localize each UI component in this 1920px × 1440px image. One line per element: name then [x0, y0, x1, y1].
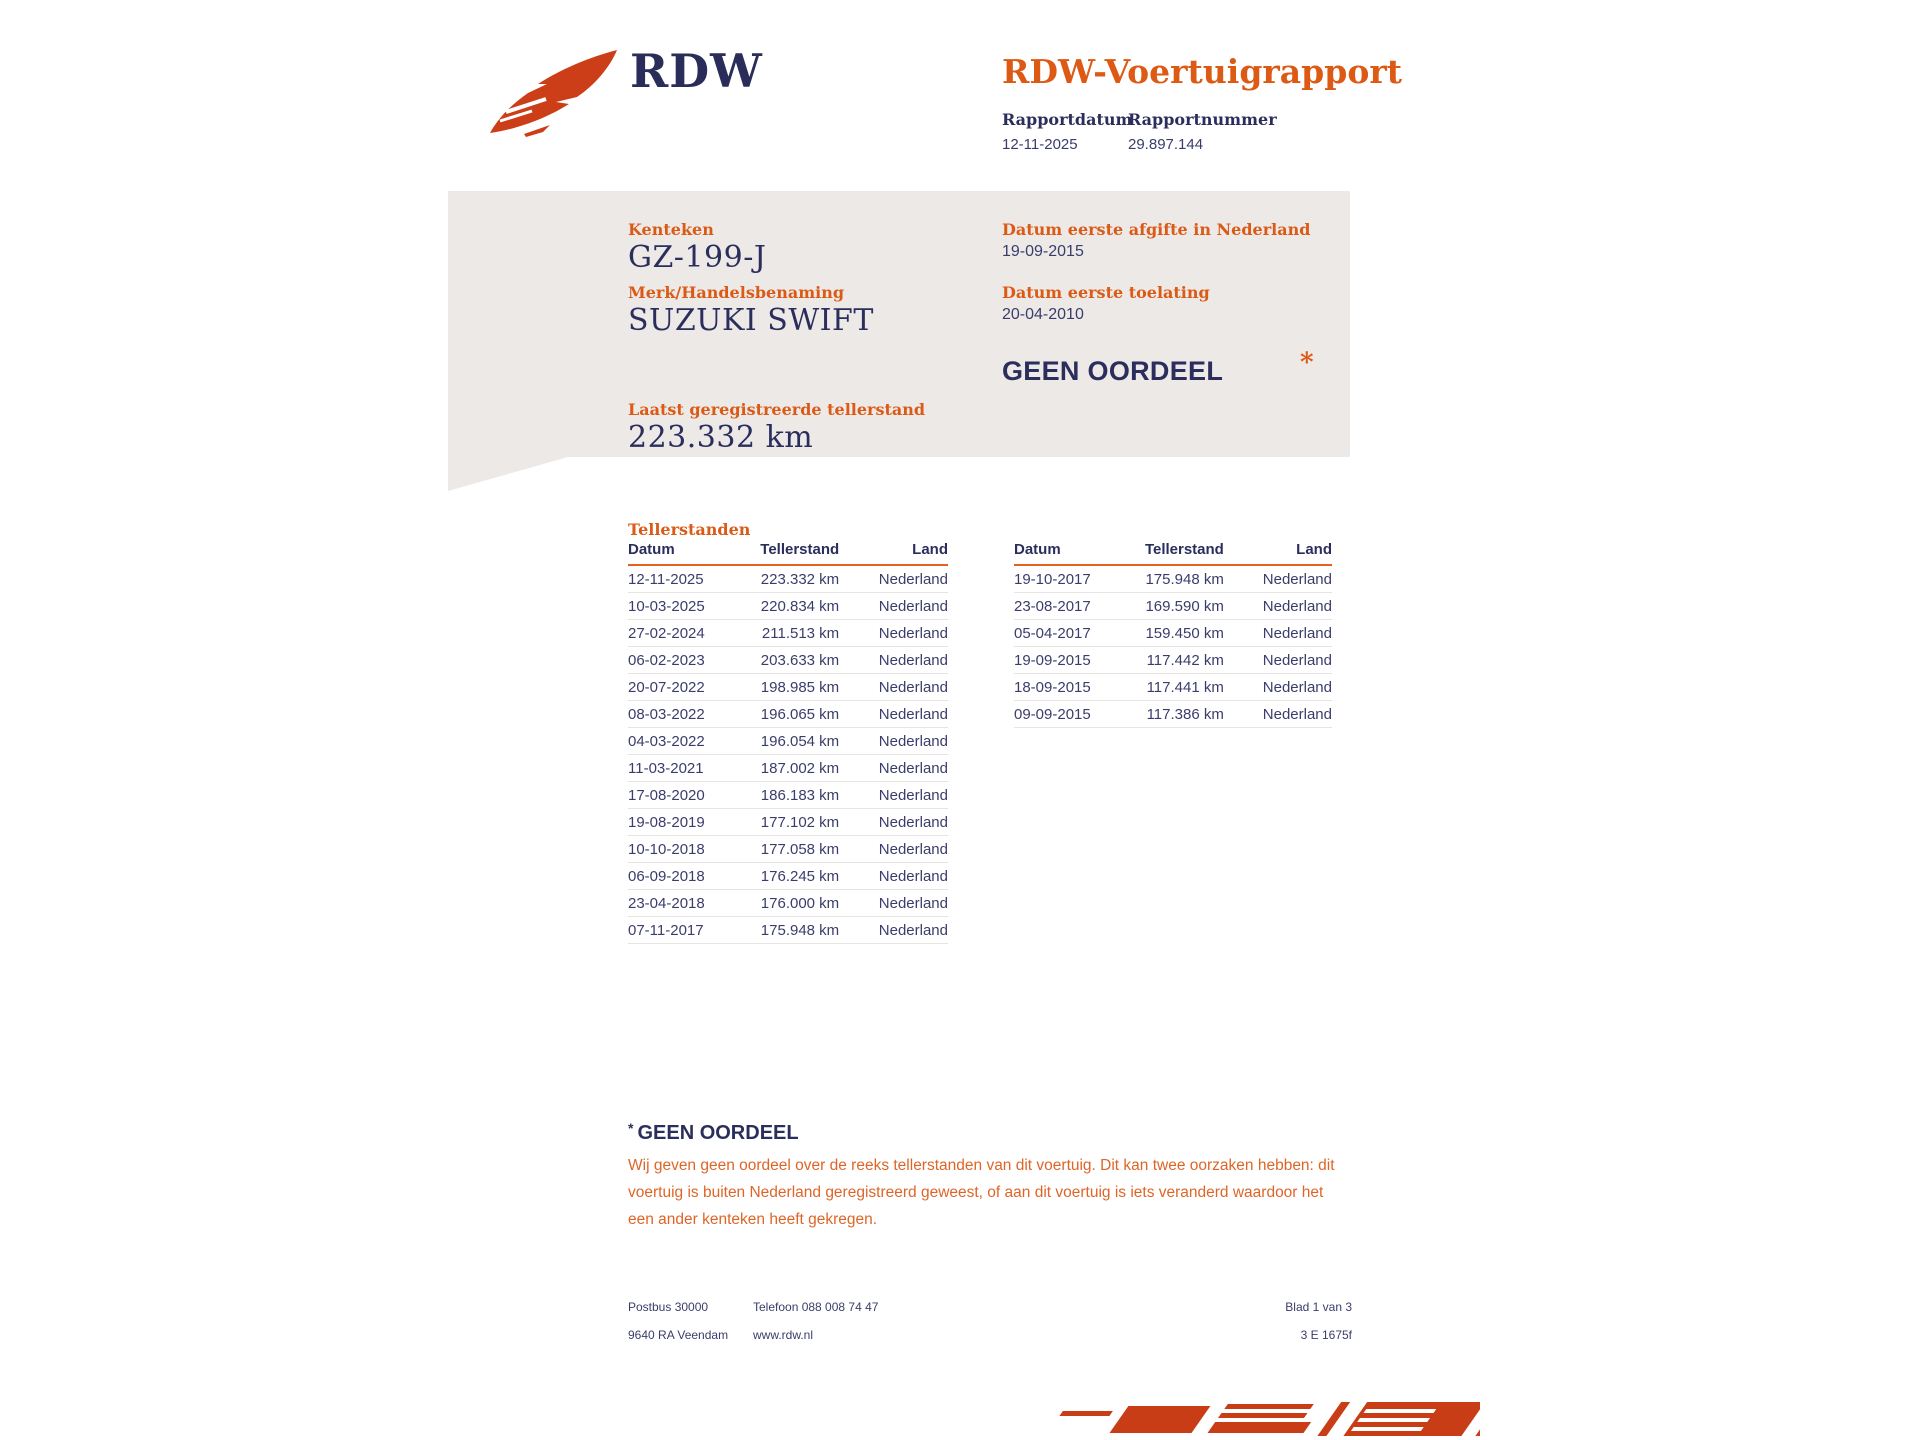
- cell-land: Nederland: [1224, 593, 1332, 620]
- table-row: [628, 836, 948, 863]
- cell-land: Nederland: [839, 863, 948, 890]
- table-row: [628, 809, 948, 836]
- rdw-stripes-graphic-icon: [1030, 1398, 1480, 1440]
- cell-tellerstand: 117.441 km: [1135, 674, 1224, 701]
- cell-datum: 07-11-2017: [628, 917, 750, 944]
- cell-land: Nederland: [839, 782, 948, 809]
- cell-datum: 05-04-2017: [1014, 620, 1135, 647]
- footer-address-line2: 9640 RA Veendam: [628, 1328, 729, 1342]
- cell-tellerstand: 196.065 km: [750, 701, 840, 728]
- merk-label: Merk/Handelsbenaming: [628, 283, 845, 302]
- toelating-label: Datum eerste toelating: [1002, 283, 1210, 302]
- column-header-tellerstand: Tellerstand: [1135, 538, 1224, 565]
- rapportdatum-label: Rapportdatum: [1002, 110, 1133, 129]
- cell-tellerstand: 117.442 km: [1135, 647, 1224, 674]
- table-row: [628, 863, 948, 890]
- table-row: [1014, 701, 1332, 728]
- cell-datum: 10-03-2025: [628, 593, 750, 620]
- cell-datum: 17-08-2020: [628, 782, 750, 809]
- footer-page-number: Blad 1 van 3: [1285, 1300, 1352, 1314]
- table-header-row: [1014, 538, 1332, 565]
- cell-datum: 12-11-2025: [628, 565, 750, 593]
- cell-datum: 20-07-2022: [628, 674, 750, 701]
- cell-datum: 19-09-2015: [1014, 647, 1135, 674]
- verdict-text: GEEN OORDEEL: [1002, 356, 1224, 386]
- afgifte-value: 19-09-2015: [1002, 243, 1084, 260]
- table-row: [1014, 674, 1332, 701]
- tellerstanden-table-right: [1014, 538, 1332, 728]
- table-row: [1014, 565, 1332, 593]
- table-row: [628, 728, 948, 755]
- cell-tellerstand: 177.102 km: [750, 809, 840, 836]
- rapportnummer-label: Rapportnummer: [1128, 110, 1277, 129]
- cell-land: Nederland: [839, 620, 948, 647]
- cell-tellerstand: 159.450 km: [1135, 620, 1224, 647]
- column-header-tellerstand: Tellerstand: [750, 538, 840, 565]
- cell-datum: 19-10-2017: [1014, 565, 1135, 593]
- cell-tellerstand: 187.002 km: [750, 755, 840, 782]
- footer-website: www.rdw.nl: [753, 1328, 814, 1342]
- afgifte-label: Datum eerste afgifte in Nederland: [1002, 220, 1311, 239]
- table-row: [628, 782, 948, 809]
- cell-datum: 09-09-2015: [1014, 701, 1135, 728]
- cell-tellerstand: 175.948 km: [1135, 565, 1224, 593]
- cell-land: Nederland: [839, 565, 948, 593]
- rapportnummer-value: 29.897.144: [1128, 136, 1204, 153]
- kenteken-value: GZ-199-J: [628, 240, 767, 275]
- table-row: [628, 647, 948, 674]
- cell-datum: 23-04-2018: [628, 890, 750, 917]
- cell-tellerstand: 169.590 km: [1135, 593, 1224, 620]
- cell-tellerstand: 223.332 km: [750, 565, 840, 593]
- column-header-datum: Datum: [628, 538, 750, 565]
- cell-land: Nederland: [1224, 620, 1332, 647]
- table-header-row: [628, 538, 948, 565]
- cell-land: Nederland: [839, 917, 948, 944]
- kenteken-label: Kenteken: [628, 220, 714, 239]
- cell-tellerstand: 177.058 km: [750, 836, 840, 863]
- cell-datum: 27-02-2024: [628, 620, 750, 647]
- cell-land: Nederland: [1224, 674, 1332, 701]
- cell-land: Nederland: [839, 674, 948, 701]
- table-row: [628, 701, 948, 728]
- cell-datum: 06-02-2023: [628, 647, 750, 674]
- cell-datum: 19-08-2019: [628, 809, 750, 836]
- footnote-title: [628, 1120, 799, 1145]
- cell-land: Nederland: [839, 890, 948, 917]
- footer-address-line1: Postbus 30000: [628, 1300, 709, 1314]
- cell-tellerstand: 175.948 km: [750, 917, 840, 944]
- table-row: [628, 620, 948, 647]
- cell-tellerstand: 186.183 km: [750, 782, 840, 809]
- laatste-tellerstand-value: 223.332 km: [628, 420, 814, 455]
- cell-datum: 23-08-2017: [1014, 593, 1135, 620]
- cell-datum: 08-03-2022: [628, 701, 750, 728]
- column-header-land: Land: [839, 538, 948, 565]
- rapportdatum-value: 12-11-2025: [1002, 136, 1078, 153]
- table-row: [628, 674, 948, 701]
- tellerstanden-table-left: [628, 538, 948, 944]
- cell-tellerstand: 117.386 km: [1135, 701, 1224, 728]
- footer-doc-code: 3 E 1675f: [1300, 1328, 1352, 1342]
- cell-land: Nederland: [839, 593, 948, 620]
- footnote-title-text: GEEN OORDEEL: [637, 1122, 799, 1144]
- cell-land: Nederland: [839, 755, 948, 782]
- footnote-asterisk: *: [628, 1120, 634, 1136]
- toelating-value: 20-04-2010: [1002, 306, 1084, 323]
- table-row: [628, 890, 948, 917]
- tellerstanden-section-title: Tellerstanden: [628, 520, 751, 539]
- cell-land: Nederland: [839, 809, 948, 836]
- rdw-wordmark: RDW: [630, 44, 763, 98]
- cell-datum: 11-03-2021: [628, 755, 750, 782]
- column-header-land: Land: [1224, 538, 1332, 565]
- table-row: [1014, 620, 1332, 647]
- cell-tellerstand: 176.000 km: [750, 890, 840, 917]
- rdw-logo-icon: [488, 48, 620, 138]
- table-row: [1014, 647, 1332, 674]
- cell-tellerstand: 176.245 km: [750, 863, 840, 890]
- verdict-asterisk: *: [1300, 348, 1314, 378]
- column-header-datum: Datum: [1014, 538, 1135, 565]
- cell-land: Nederland: [839, 836, 948, 863]
- cell-tellerstand: 196.054 km: [750, 728, 840, 755]
- cell-datum: 06-09-2018: [628, 863, 750, 890]
- cell-land: Nederland: [1224, 701, 1332, 728]
- table-row: [628, 565, 948, 593]
- cell-datum: 04-03-2022: [628, 728, 750, 755]
- laatste-tellerstand-label: Laatst geregistreerde tellerstand: [628, 400, 926, 419]
- cell-land: Nederland: [839, 701, 948, 728]
- cell-tellerstand: 220.834 km: [750, 593, 840, 620]
- report-title: RDW-Voertuigrapport: [1002, 52, 1402, 91]
- footer-phone: Telefoon 088 008 74 47: [753, 1300, 879, 1314]
- table-row: [628, 593, 948, 620]
- footnote-text: Wij geven geen oordeel over de reeks tellerstanden van dit voertuig. Dit kan twee oorzaken hebben: dit voertuig is buiten Nederland geregistreerd geweest, of aan dit voertuig is iets veranderd waardoor het een ander kenteken heeft gekregen.: [628, 1157, 1335, 1228]
- cell-tellerstand: 198.985 km: [750, 674, 840, 701]
- cell-land: Nederland: [839, 728, 948, 755]
- cell-datum: 18-09-2015: [1014, 674, 1135, 701]
- cell-tellerstand: 203.633 km: [750, 647, 840, 674]
- cell-land: Nederland: [839, 647, 948, 674]
- cell-land: Nederland: [1224, 647, 1332, 674]
- cell-tellerstand: 211.513 km: [750, 620, 840, 647]
- table-row: [628, 755, 948, 782]
- table-row: [628, 917, 948, 944]
- table-row: [1014, 593, 1332, 620]
- cell-datum: 10-10-2018: [628, 836, 750, 863]
- cell-land: Nederland: [1224, 565, 1332, 593]
- merk-value: SUZUKI SWIFT: [628, 303, 874, 338]
